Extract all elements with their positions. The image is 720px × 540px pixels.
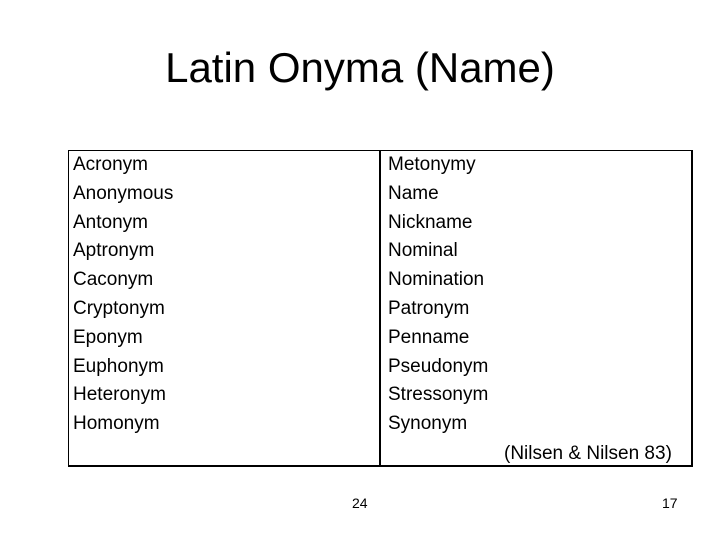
term-item: Patronym: [388, 297, 470, 319]
term-item: Homonym: [73, 413, 160, 435]
column-divider: [379, 150, 381, 467]
page-number-right: 17: [662, 495, 678, 511]
term-item: Euphonym: [73, 355, 164, 377]
slide-title: Latin Onyma (Name): [165, 44, 555, 91]
term-item: Cryptonym: [73, 297, 165, 319]
term-item: Anonymous: [73, 182, 174, 204]
term-item: Stressonym: [388, 384, 489, 406]
page-number-left: 24: [352, 495, 368, 511]
term-item: Nomination: [388, 269, 485, 291]
left-term-list: [73, 151, 173, 439]
term-item: Pseudonym: [388, 355, 489, 377]
term-item: Nickname: [388, 211, 473, 233]
term-item: Acronym: [73, 154, 148, 175]
term-item: Eponym: [73, 326, 143, 348]
term-item: Name: [388, 182, 439, 204]
term-item: Heteronym: [73, 384, 166, 406]
term-item: Aptronym: [73, 240, 155, 262]
citation: (Nilsen & Nilsen 83): [504, 443, 672, 464]
term-item: Metonymy: [388, 154, 476, 175]
term-item: Caconym: [73, 269, 154, 291]
term-item: Penname: [388, 326, 470, 348]
right-term-list: [388, 151, 488, 439]
term-item: Antonym: [73, 211, 148, 233]
term-item: Nominal: [388, 240, 458, 262]
term-item: Synonym: [388, 413, 468, 435]
